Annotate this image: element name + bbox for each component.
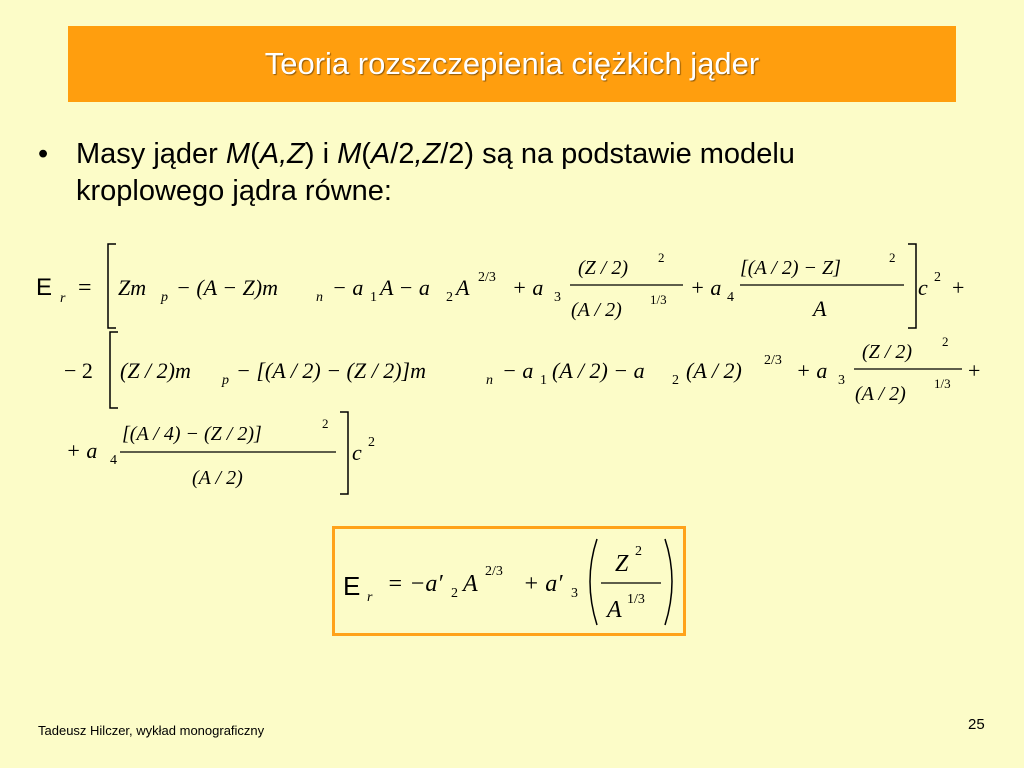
- eq3-frac-den: (A / 2): [192, 467, 243, 489]
- eq3-lead-sub: 4: [110, 453, 117, 468]
- bullet-text-part: M: [225, 138, 251, 170]
- eq1-sub: 1: [370, 290, 377, 305]
- eq1-sub-p: p: [161, 290, 168, 305]
- eq3-tail: c: [352, 440, 362, 465]
- result-frac-den: A: [607, 597, 622, 623]
- eq1-term: + a: [512, 275, 544, 300]
- bullet-text-part: /2) są na podstawie modelu: [440, 138, 795, 170]
- eq2-lead: − 2: [64, 358, 93, 383]
- eq1-exp: 2: [934, 270, 941, 285]
- slide-title: Teoria rozszczepienia ciężkich jąder: [264, 46, 760, 81]
- eq2-term: − a: [502, 358, 534, 383]
- bullet-text-part: M: [337, 138, 362, 170]
- result-rhs1: = −a′: [387, 571, 443, 597]
- bullet-line-2: kroplowego jądra równe:: [76, 175, 392, 207]
- result-rhs1-sub: 2: [451, 586, 458, 601]
- result-frac-num: Z: [615, 551, 629, 577]
- eq1-term: A: [456, 275, 470, 300]
- eq1-term: A − a: [380, 275, 430, 300]
- eq-lhs-symbol: E: [36, 274, 53, 301]
- eq1-term: c: [918, 275, 928, 300]
- eq1-sub: 3: [554, 290, 561, 305]
- eq1-sub: 4: [727, 290, 734, 305]
- eq1-frac1-num-exp: 2: [658, 250, 665, 265]
- page-number: 25: [968, 716, 985, 733]
- bullet-text-part: ,Z: [414, 138, 441, 170]
- bullet-text-part: ) i: [304, 138, 338, 170]
- eq1-frac2-num: [(A / 2) − Z]: [740, 257, 841, 279]
- result-paren-right: [665, 539, 672, 625]
- bullet-text-part: A: [370, 138, 391, 170]
- eq-equals: =: [78, 275, 92, 301]
- eq2-sub: n: [486, 373, 493, 388]
- eq2-frac-den-exp: 1/3: [934, 376, 951, 391]
- eq3-frac-num: [(A / 4) − (Z / 2)]: [122, 423, 262, 445]
- result-lhs-sub: r: [367, 590, 373, 605]
- eq2-term: (Z / 2)m: [120, 358, 191, 383]
- eq1-frac2-den: A: [813, 296, 827, 321]
- result-rhs1-A: A: [463, 571, 478, 597]
- bracket-right-3: [340, 412, 348, 494]
- eq2-sub: p: [222, 373, 229, 388]
- bullet-text-part: Masy jąder: [76, 138, 226, 170]
- result-formula-box: [332, 526, 686, 636]
- eq2-term: − [(A / 2) − (Z / 2)]m: [236, 358, 427, 383]
- bracket-left-2: [110, 332, 118, 408]
- eq2-frac-num: (Z / 2): [862, 341, 912, 363]
- eq1-term-Zm: Zm: [118, 275, 147, 300]
- eq2-sub: 1: [540, 373, 547, 388]
- result-paren-left: [590, 539, 597, 625]
- eq1-frac1-den-exp: 1/3: [650, 292, 667, 307]
- eq2-term: +: [968, 358, 981, 383]
- eq2-term: (A / 2): [686, 358, 742, 383]
- bracket-right-1: [908, 244, 916, 328]
- bullet-text-part: (: [361, 138, 371, 170]
- result-frac-den-exp: 1/3: [627, 592, 645, 607]
- eq2-exp: 2/3: [764, 353, 782, 368]
- eq3-frac-num-exp: 2: [322, 416, 329, 431]
- bracket-left-1: [108, 244, 116, 328]
- eq1-term: + a: [690, 275, 722, 300]
- eq2-term: (A / 2) − a: [552, 358, 645, 383]
- eq1-frac1-den: (A / 2): [571, 299, 622, 321]
- eq1-sub-n: n: [316, 290, 323, 305]
- eq1-frac1-num: (Z / 2): [578, 257, 628, 279]
- footer-author: Tadeusz Hilczer, wykład monograficzny: [38, 723, 265, 738]
- eq2-frac-num-exp: 2: [942, 334, 949, 349]
- eq1-exp: 2/3: [478, 270, 496, 285]
- eq3-lead: + a: [66, 438, 98, 463]
- eq1-sub: 2: [446, 290, 453, 305]
- eq1-frac2-num-exp: 2: [889, 250, 896, 265]
- eq1-term: − a: [332, 275, 364, 300]
- result-rhs2-sub: 3: [571, 586, 578, 601]
- result-rhs2: + a′: [523, 571, 563, 597]
- eq3-tail-exp: 2: [368, 435, 375, 450]
- bullet-text-part: /2: [390, 138, 415, 170]
- bullet-text-part: (: [250, 138, 260, 170]
- bullet-text-part: A,Z: [259, 138, 305, 170]
- bullet-icon: •: [38, 138, 49, 170]
- eq1-term: +: [952, 275, 965, 300]
- result-formula: [335, 529, 683, 633]
- result-frac-num-exp: 2: [635, 544, 642, 559]
- eq2-frac-den: (A / 2): [855, 383, 906, 405]
- eq-lhs-sub: r: [60, 291, 66, 306]
- eq1-term: − (A − Z)m: [176, 275, 279, 300]
- eq2-sub: 3: [838, 373, 845, 388]
- result-lhs-symbol: E: [343, 571, 361, 601]
- eq2-term: + a: [796, 358, 828, 383]
- eq2-sub: 2: [672, 373, 679, 388]
- result-rhs1-exp: 2/3: [485, 564, 503, 579]
